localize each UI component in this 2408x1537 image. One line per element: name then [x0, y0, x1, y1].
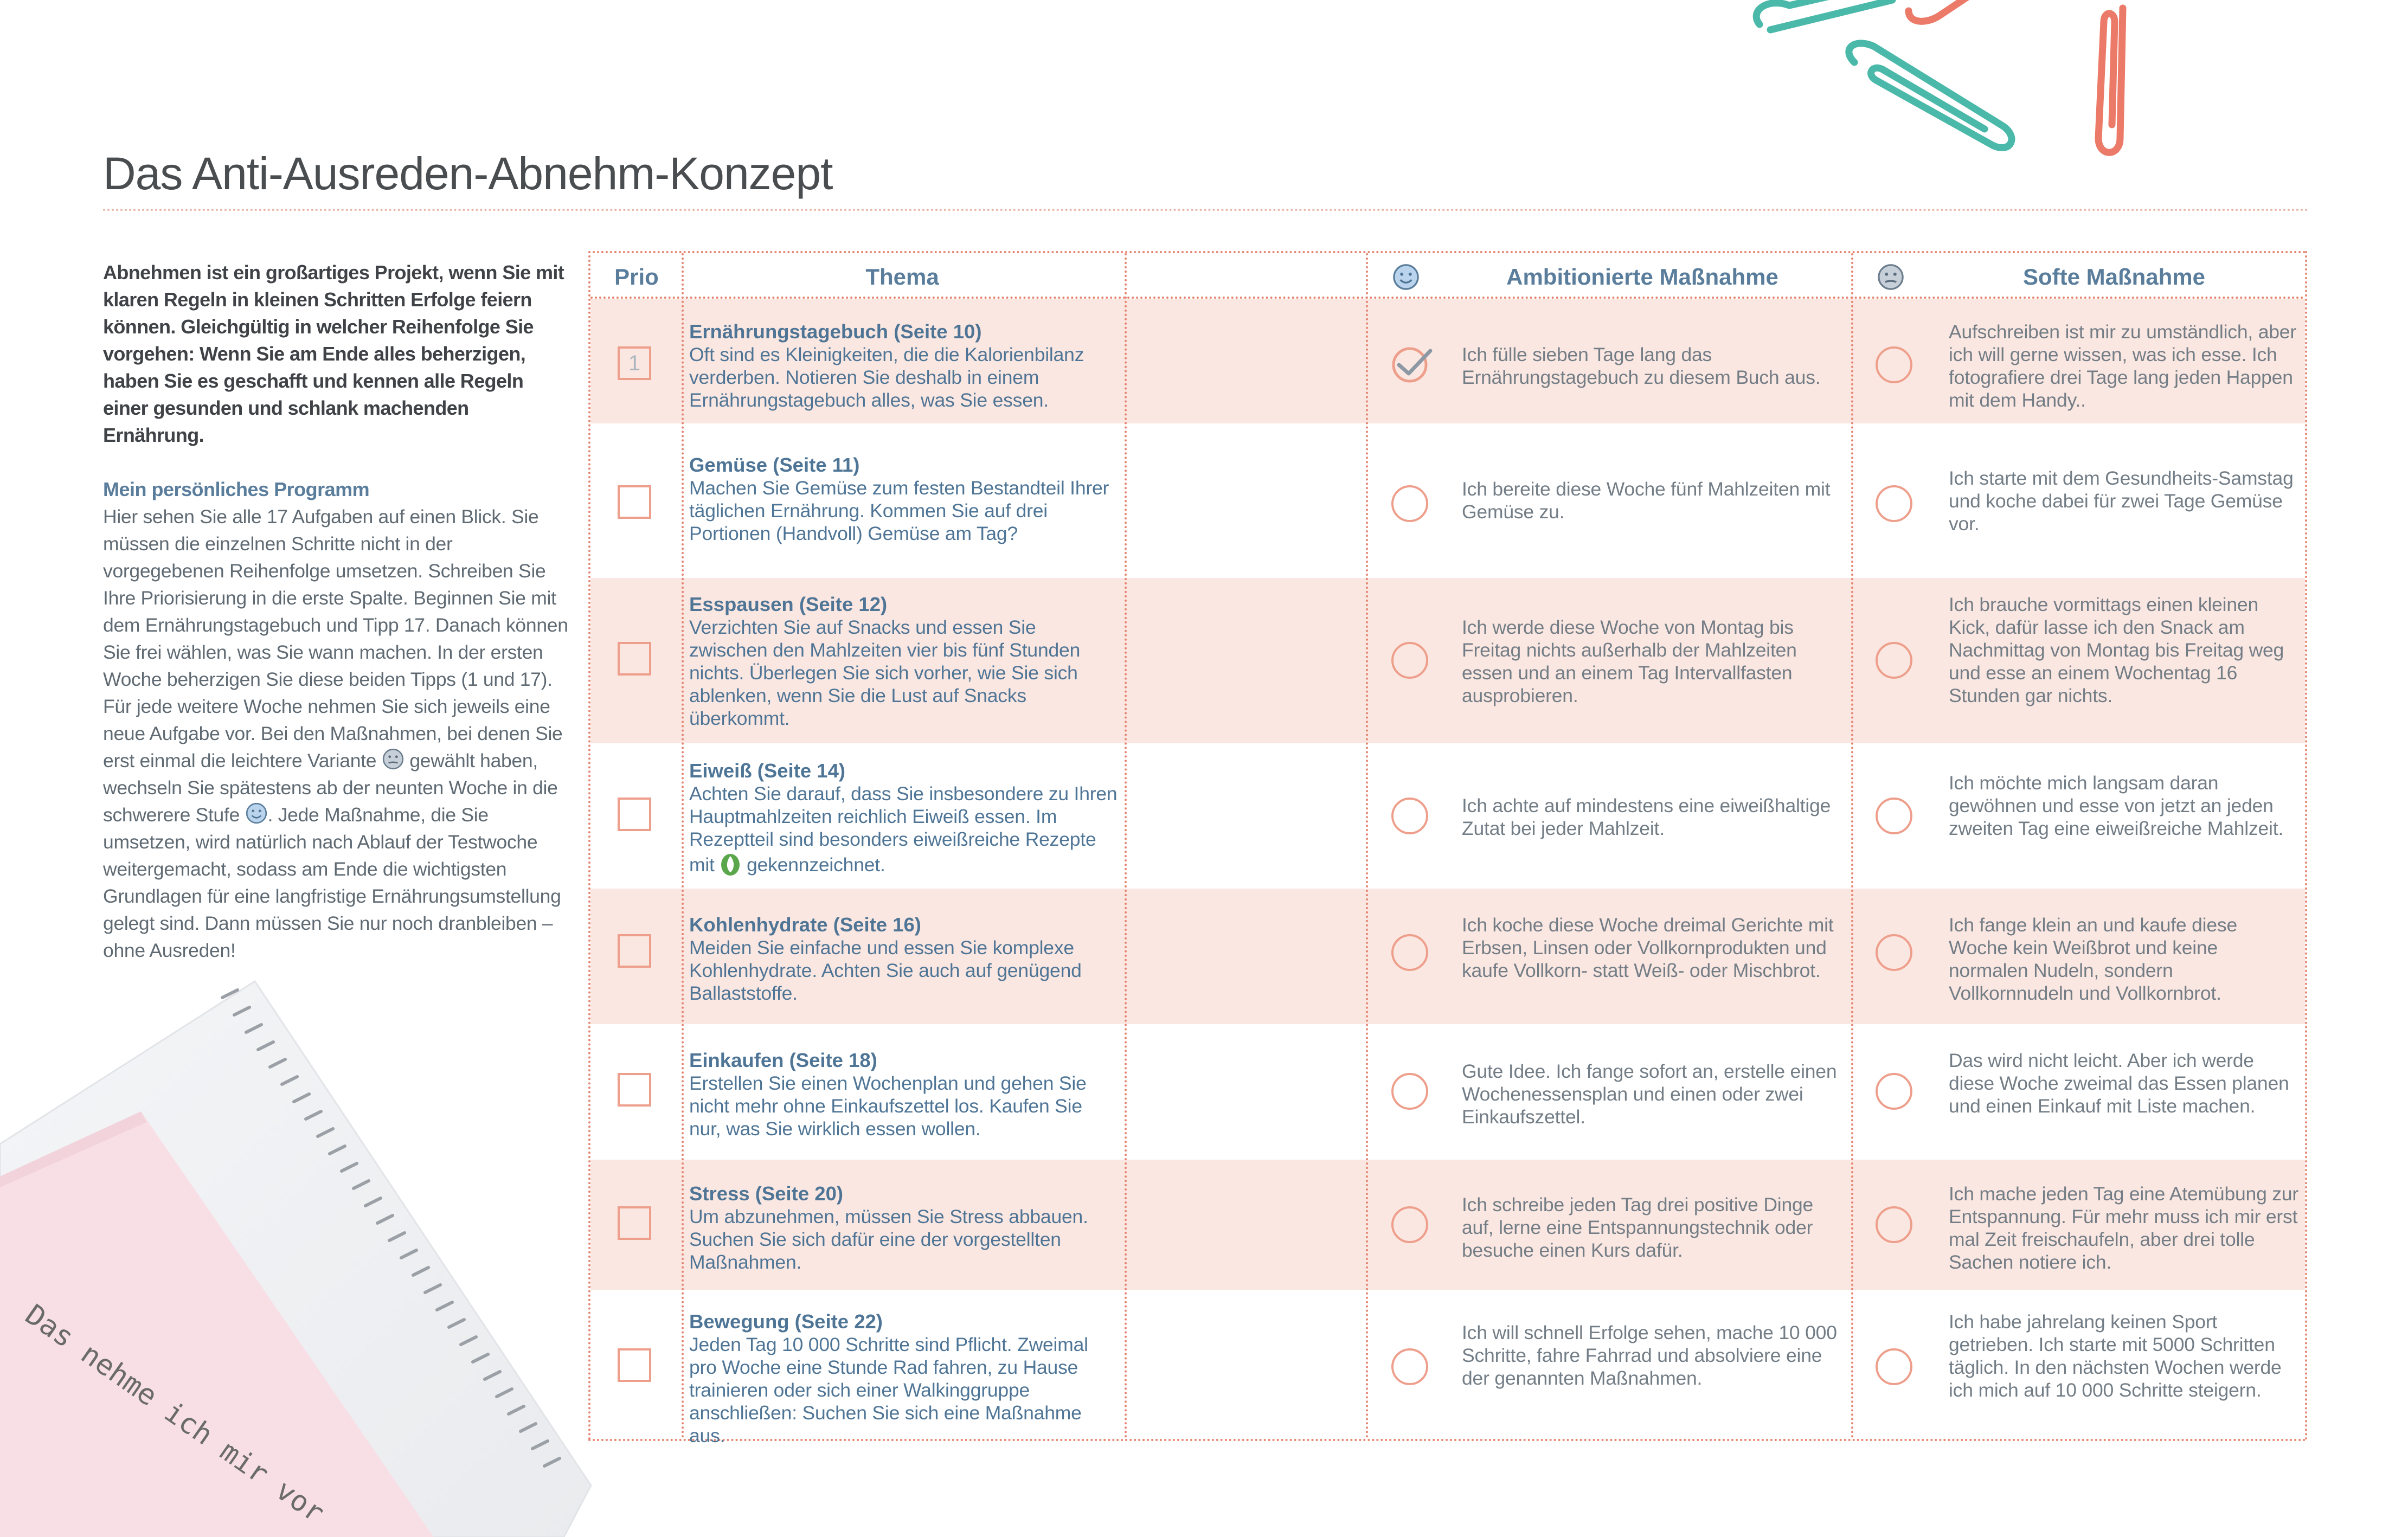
prio-checkbox[interactable]: [618, 798, 651, 831]
soft-text: Aufschreiben ist mir zu umständlich, aber ich will gerne wissen, was ich esse. Ich fotografiere drei Tage lang jeden Happen mit dem Handy..: [1949, 321, 2296, 411]
prio-checkbox[interactable]: [618, 642, 651, 676]
table-row: [590, 423, 2305, 578]
intro-body: [103, 503, 569, 964]
table-row: [590, 889, 2305, 1024]
ambitious-text: Ich will schnell Erfolge sehen, mache 10 000 Schritte, fahre Fahrrad und absolviere eine der genannten Maßnahmen.: [1462, 1322, 1837, 1389]
topic-text: [689, 782, 1118, 877]
prio-checkbox[interactable]: [618, 485, 651, 519]
paper-clips-decoration: [1746, 0, 2158, 173]
ambitious-text: Ich schreibe jeden Tag drei positive Dinge auf, lerne eine Entspannungstechnik oder besuche einen Kurs dafür.: [1462, 1194, 1814, 1261]
header-ambitious: Ambitionierte Maßnahme: [1506, 264, 1778, 290]
table-row: [590, 1290, 2305, 1446]
topic-text: Erstellen Sie einen Wochenplan und gehen Sie nicht mehr ohne Einkaufszettel los. Kaufen Sie nur, was Sie wirklich essen wollen.: [689, 1072, 1087, 1140]
topic-text: Machen Sie Gemüse zum festen Bestandteil Ihrer täglichen Ernährung. Kommen Sie auf drei Portionen (Handvoll) Gemüse am Tag?: [689, 477, 1109, 544]
topic-text-part: Achten Sie darauf, dass Sie insbesondere zu Ihren Hauptmahlzeiten reichlich Eiweiß essen. Im Rezeptteil sind besonders eiweißreiche Rezepte mit: [689, 783, 1118, 876]
topic-title: Gemüse (Seite 11): [689, 454, 860, 476]
soft-radio[interactable]: [1876, 798, 1912, 834]
notebook-decoration: [0, 965, 607, 1537]
soft-radio[interactable]: [1876, 642, 1912, 679]
prio-checkbox[interactable]: [618, 934, 651, 968]
intro-body-part1: Hier sehen Sie alle 17 Aufgaben auf einen Blick. Sie müssen die einzelnen Schritte nicht in der vorgegebenen Reihenfolge umsetzen. Schreiben Sie Ihre Priorisierung in die erste Spalte. Beginnen Sie mit dem Ernährungstagebuch und Tipp 17. Danach können Sie frei wählen, was Sie wann machen. In der ersten Woche beherzigen Sie diese beiden Tipps (1 und 17). Für jede weitere Woche nehmen Sie sich jeweils eine neue Aufgabe vor. Bei den Maßnahmen, bei denen Sie erst einmal die leichtere Variante: [103, 506, 568, 771]
intro-heading: Mein persönliches Programm: [103, 478, 370, 500]
topic-text: Meiden Sie einfache und essen Sie komplexe Kohlenhydrate. Achten Sie auch auf genügend Ballaststoffe.: [689, 937, 1082, 1004]
title-divider: [103, 209, 2310, 211]
table-row: [590, 1024, 2305, 1160]
topic-title: Eiweiß (Seite 14): [689, 760, 846, 782]
table-row: [590, 743, 2305, 889]
column-divider: [1366, 253, 1368, 1439]
header-prio: Prio: [614, 264, 659, 290]
ambitious-radio[interactable]: [1391, 1206, 1428, 1243]
topic-title: Ernährungstagebuch (Seite 10): [689, 320, 982, 343]
header-topic: Thema: [865, 264, 939, 290]
table-header: [590, 253, 2305, 299]
topic-text: Verzichten Sie auf Snacks und essen Sie zwischen den Mahlzeiten vier bis fünf Stunden nichts. Überlegen Sie sich vorher, wie Sie sich ablenken, wenn Sie die Lust auf Snacks überkommt.: [689, 616, 1081, 729]
soft-radio[interactable]: [1876, 485, 1912, 522]
soft-text: Ich brauche vormittags einen kleinen Kick, dafür lasse ich den Snack am Nachmittag von Montag bis Freitag weg und esse an einem Wochentag 16 Stunden gar nichts.: [1949, 594, 2284, 706]
topic-text: Oft sind es Kleinigkeiten, die die Kalorienbilanz verderben. Notieren Sie deshalb in einem Ernährungstagebuch alles, was Sie essen.: [689, 344, 1084, 411]
intro-body-part3: . Jede Maßnahme, die Sie umsetzen, wird natürlich nach Ablauf der Testwoche weitergemacht, sodass am Ende die wichtigsten Grundlagen für eine langfristige Ernährungsumstellung gelegt sind. Dann müssen Sie nur noch dranbleiben – ohne Ausreden!: [103, 804, 561, 961]
topic-text: Um abzunehmen, müssen Sie Stress abbauen. Suchen Sie sich dafür eine der vorgestellten Maßnahmen.: [689, 1206, 1088, 1273]
ambitious-text: Ich werde diese Woche von Montag bis Freitag nichts außerhalb der Mahlzeiten essen und an einem Tag Intervallfasten ausprobieren.: [1462, 616, 1797, 706]
ambitious-text: Ich koche diese Woche dreimal Gerichte mit Erbsen, Linsen oder Vollkornprodukten und kaufe Vollkorn- statt Weiß- oder Mischbrot.: [1462, 914, 1834, 981]
soft-text: Ich starte mit dem Gesundheits-Samstag und koche dabei für zwei Tage Gemüse vor.: [1949, 467, 2294, 535]
soft-radio[interactable]: [1876, 1073, 1912, 1110]
program-table: [588, 251, 2307, 1446]
prio-checkbox[interactable]: 1: [618, 346, 651, 380]
ambitious-text: Ich bereite diese Woche fünf Mahlzeiten mit Gemüse zu.: [1462, 478, 1831, 523]
protein-leaf-icon: [720, 851, 741, 877]
header-soft: Softe Maßnahme: [2022, 264, 2206, 290]
prio-checkbox[interactable]: [618, 1206, 651, 1240]
table-row: [590, 1160, 2305, 1290]
ambitious-radio[interactable]: [1391, 642, 1428, 679]
intro-lead: Abnehmen ist ein großartiges Projekt, wenn Sie mit klaren Regeln in kleinen Schritten Erfolge feiern können. Gleichgültig in welcher Reihenfolge Sie vorgehen: Wenn Sie am Ende alles beherzigen, haben Sie es geschafft und kennen alle Regeln einer gesunden und schlank machenden Ernährung.: [103, 261, 564, 446]
topic-text-suffix: gekennzeichnet.: [741, 854, 885, 876]
ambitious-text: Gute Idee. Ich fange sofort an, erstelle einen Wochenessensplan und einen oder zwei Einkaufszettel.: [1462, 1060, 1837, 1128]
prio-checkbox[interactable]: [618, 1073, 651, 1107]
intro-body-part2: gewählt haben, wechseln Sie spätestens ab der neunten Woche in die schwerere Stufe: [103, 750, 558, 826]
soft-radio[interactable]: [1876, 934, 1912, 971]
soft-text: Das wird nicht leicht. Aber ich werde diese Woche zweimal das Essen planen und einen Einkauf mit Liste machen.: [1949, 1050, 2289, 1117]
soft-radio[interactable]: [1876, 346, 1912, 383]
ambitious-radio[interactable]: [1391, 798, 1428, 834]
ambitious-radio[interactable]: [1391, 1348, 1428, 1385]
ambitious-text: Ich fülle sieben Tage lang das Ernährungstagebuch zu diesem Buch aus.: [1462, 344, 1821, 388]
soft-radio[interactable]: [1876, 1206, 1912, 1243]
topic-title: Bewegung (Seite 22): [689, 1310, 883, 1333]
smiley-neutral-icon: [1877, 263, 1905, 291]
page-title: Das Anti-Ausreden-Abnehm-Konzept: [103, 148, 833, 199]
ambitious-radio[interactable]: [1391, 934, 1428, 971]
soft-text: Ich habe jahrelang keinen Sport getrieben. Ich starte mit 5000 Schritten täglich. In den nächsten Wochen werde ich mich auf 10 000 Schritte steigern.: [1949, 1311, 2282, 1401]
prio-checkbox[interactable]: [618, 1348, 651, 1382]
column-divider: [682, 253, 684, 1439]
topic-title: Einkaufen (Seite 18): [689, 1049, 877, 1071]
table-row: [590, 578, 2305, 743]
intro-section: [103, 259, 569, 964]
soft-radio[interactable]: [1876, 1348, 1912, 1385]
topic-title: Stress (Seite 20): [689, 1182, 844, 1205]
ambitious-radio[interactable]: [1391, 1073, 1428, 1110]
ambitious-text: Ich achte auf mindestens eine eiweißhaltige Zutat bei jeder Mahlzeit.: [1462, 795, 1831, 839]
smiley-neutral-icon: [382, 748, 404, 770]
smiley-happy-icon: [1392, 263, 1420, 291]
ambitious-radio[interactable]: [1391, 485, 1428, 522]
table-row: [590, 299, 2305, 423]
notebook-note-text: Das nehme ich mir vor: [19, 1298, 330, 1530]
soft-text: Ich mache jeden Tag eine Atemübung zur Entspannung. Für mehr muss ich mir erst mal Zeit freischaufeln, aber drei tolle Sachen notiere ich.: [1949, 1183, 2298, 1273]
soft-text: Ich möchte mich langsam daran gewöhnen und esse von jetzt an jeden zweiten Tag eine eiweißreiche Mahlzeit.: [1949, 772, 2284, 839]
topic-text: Jeden Tag 10 000 Schritte sind Pflicht. Zweimal pro Woche eine Stunde Rad fahren, zu Hause trainieren oder sich einer Walkinggruppe anschließen: Suchen Sie sich eine Maßnahme aus.: [689, 1334, 1088, 1446]
topic-title: Kohlenhydrate (Seite 16): [689, 914, 921, 936]
column-divider: [1851, 253, 1853, 1439]
column-divider: [1125, 253, 1127, 1439]
ambitious-checked-radio[interactable]: [1390, 342, 1434, 385]
topic-title: Esspausen (Seite 12): [689, 593, 888, 615]
smiley-happy-icon: [245, 802, 268, 825]
soft-text: Ich fange klein an und kaufe diese Woche kein Weißbrot und keine normalen Nudeln, sondern Vollkornnudeln und Vollkornbrot.: [1949, 914, 2238, 1004]
